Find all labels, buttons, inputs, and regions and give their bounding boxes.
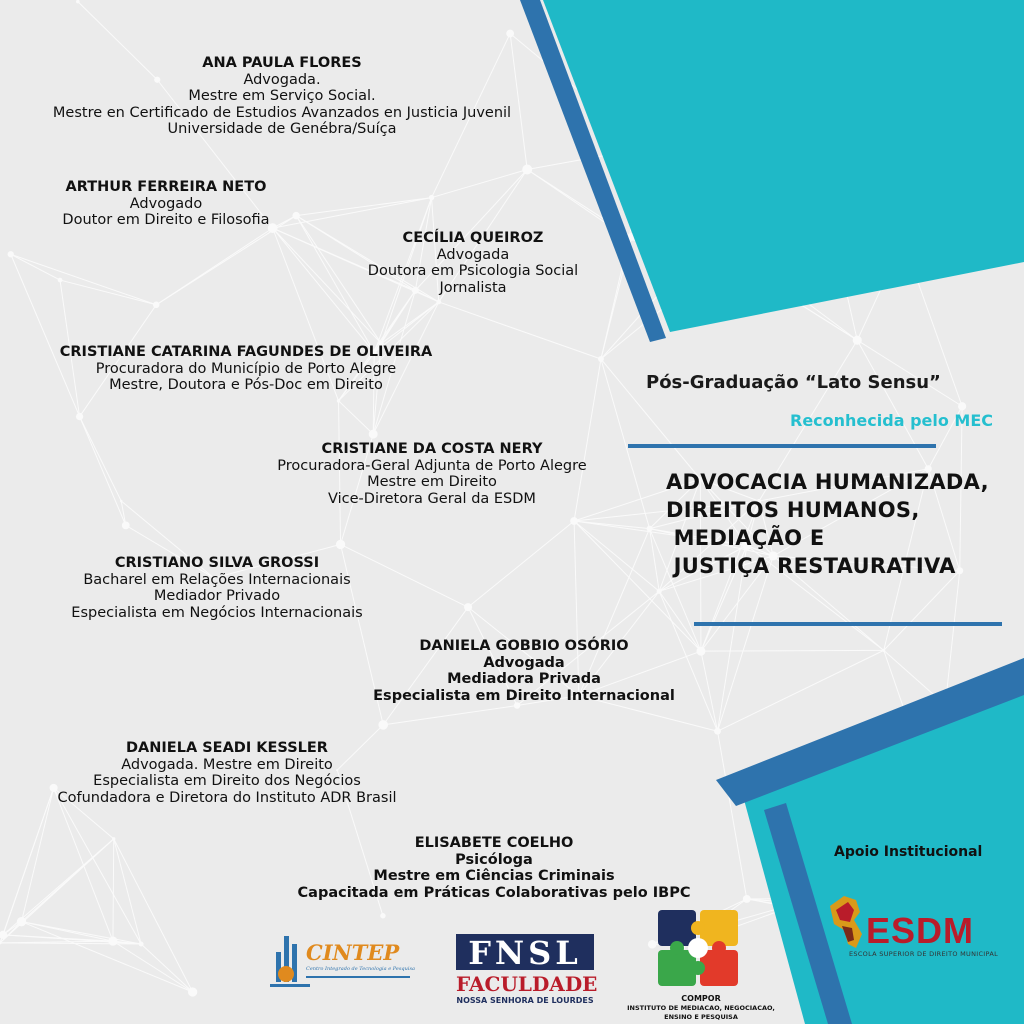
faculty-credential: Mestre en Certificado de Estudios Avanzados en Justicia Juvenil [52,104,512,121]
compor-logo [626,908,776,1024]
network-node [58,278,63,283]
cintep-subtitle: Centro Integrado de Tecnologia e Pesquisa [306,966,415,972]
faculty-credential: Especialista em Direito dos Negócios [93,773,361,789]
course-title-line: ADVOCACIA HUMANIZADA, [666,470,989,494]
compor-subtitle2: ENSINO E PESQUISA [664,1013,738,1021]
course-title-line: DIREITOS HUMANOS, [666,498,920,522]
network-node [958,402,966,410]
cintep-emblem-icon [270,934,310,990]
faculty-credential: Advogada. [243,71,321,88]
faculty-credential: Mestre em Direito [367,474,497,490]
puzzle-icon [656,908,740,988]
course-title [666,468,989,580]
faculty-credential: Advogada. Mestre em Direito [121,756,333,773]
faculty-daniela-seadi-kessler [40,740,414,806]
faculty-name: CRISTIANE CATARINA FAGUNDES DE OLIVEIRA [59,344,433,360]
faculty-name: CRISTIANE DA COSTA NERY [321,441,543,457]
faculty-credential: Mestre em Serviço Social. [188,88,376,104]
network-node [598,356,604,362]
fnsl-name: FNSL [456,934,594,970]
faculty-credential: Vice-Diretora Geral da ESDM [328,490,536,507]
fnsl-line1: FACULDADE [456,972,598,996]
network-node [696,647,705,656]
faculty-cristiane-da-costa-nery [262,441,602,507]
course-title-line: JUSTIÇA RESTAURATIVA [666,554,956,578]
network-node [188,987,197,996]
esdm-logo [826,890,998,964]
faculty-credential: Doutora em Psicologia Social [367,263,579,279]
network-node [122,521,130,529]
fnsl-logo [456,934,598,1008]
faculty-name: DANIELA GOBBIO OSÓRIO [419,638,629,654]
compor-name: COMPOR [681,994,721,1003]
network-node [436,300,441,305]
faculty-credential: Doutor em Direito e Filosofia [62,212,270,228]
faculty-credential: Advogada [436,246,510,263]
network-node [522,165,532,175]
network-node [153,302,159,308]
mec-recognition: Reconhecida pelo MEC [790,411,994,430]
faculty-credential: Especialista em Negócios Internacionais [71,604,363,621]
faculty-cristiano-silva-grossi [40,555,394,621]
network-node [743,895,751,903]
network-node [464,603,472,611]
faculty-credential: Universidade de Genébra/Suíça [167,121,397,137]
divider-bottom [694,622,1002,626]
network-node [336,540,345,549]
faculty-credential: Advogada [483,654,565,671]
network-node [139,942,144,947]
esdm-subtitle: ESCOLA SUPERIOR DE DIREITO MUNICIPAL [849,950,998,958]
faculty-credential: Mediadora Privada [447,671,601,687]
faculty-name: DANIELA SEADI KESSLER [126,740,328,756]
esdm-name: ESDM [866,910,975,951]
network-node [714,728,721,735]
network-node [506,30,514,38]
network-node [108,936,117,945]
network-node [369,430,378,439]
network-node [657,589,662,594]
network-node [570,517,578,525]
network-node [76,413,83,420]
faculty-credential: Mestre, Doutora e Pós-Doc em Direito [109,377,383,393]
cintep-logo [270,934,415,992]
network-node [429,195,434,200]
faculty-credential: Capacitada em Práticas Colaborativas pelo IBPC [297,884,691,901]
network-node [8,251,14,257]
faculty-credential: Bacharel em Relações Internacionais [83,571,351,588]
faculty-daniela-gobbio-osorio [362,638,686,704]
faculty-name: ARTHUR FERREIRA NETO [65,179,267,195]
network-node [112,837,115,840]
network-node [337,399,340,402]
faculty-ana-paula-flores [20,55,544,138]
network-node [647,526,653,532]
faculty-credential: Advogado [129,195,203,212]
fnsl-line2: NOSSA SENHORA DE LOURDES [456,996,594,1005]
faculty-name: CECÍLIA QUEIROZ [402,230,544,246]
faculty-cristiane-catarina-fagundes-de-oliveira [40,344,452,394]
network-node [853,336,862,345]
faculty-credential: Procuradora-Geral Adjunta de Porto Alegre [277,457,587,474]
faculty-credential: Cofundadora e Diretora do Instituto ADR Brasil [57,789,397,806]
faculty-cecilia-queiroz [340,230,606,296]
faculty-credential: Procuradora do Município de Porto Alegre [95,360,397,377]
faculty-credential: Mestre em Ciências Criminais [373,868,615,884]
network-node [882,649,885,652]
network-node [17,917,26,926]
institutional-support-label: Apoio Institucional [834,844,983,860]
course-title-line: MEDIAÇÃO E [666,526,825,550]
faculty-credential: Mediador Privado [153,588,281,604]
program-type: Pós-Graduação “Lato Sensu” [646,372,941,393]
faculty-credential: Especialista em Direito Internacional [373,687,675,704]
faculty-arthur-ferreira-neto [36,179,296,229]
faculty-credential: Jornalista [439,279,507,296]
cintep-name: CINTEP [306,940,400,965]
divider-top [628,444,936,448]
faculty-name: ANA PAULA FLORES [202,55,362,71]
faculty-name: ELISABETE COELHO [414,835,574,851]
network-node [378,720,388,730]
compor-subtitle1: INSTITUTO DE MEDIACAO, NEGOCIACAO, [627,1004,775,1012]
faculty-credential: Psicóloga [455,851,533,868]
faculty-elisabete-coelho [280,835,708,901]
network-node [120,500,123,503]
network-node [380,913,385,918]
faculty-name: CRISTIANO SILVA GROSSI [114,555,320,571]
